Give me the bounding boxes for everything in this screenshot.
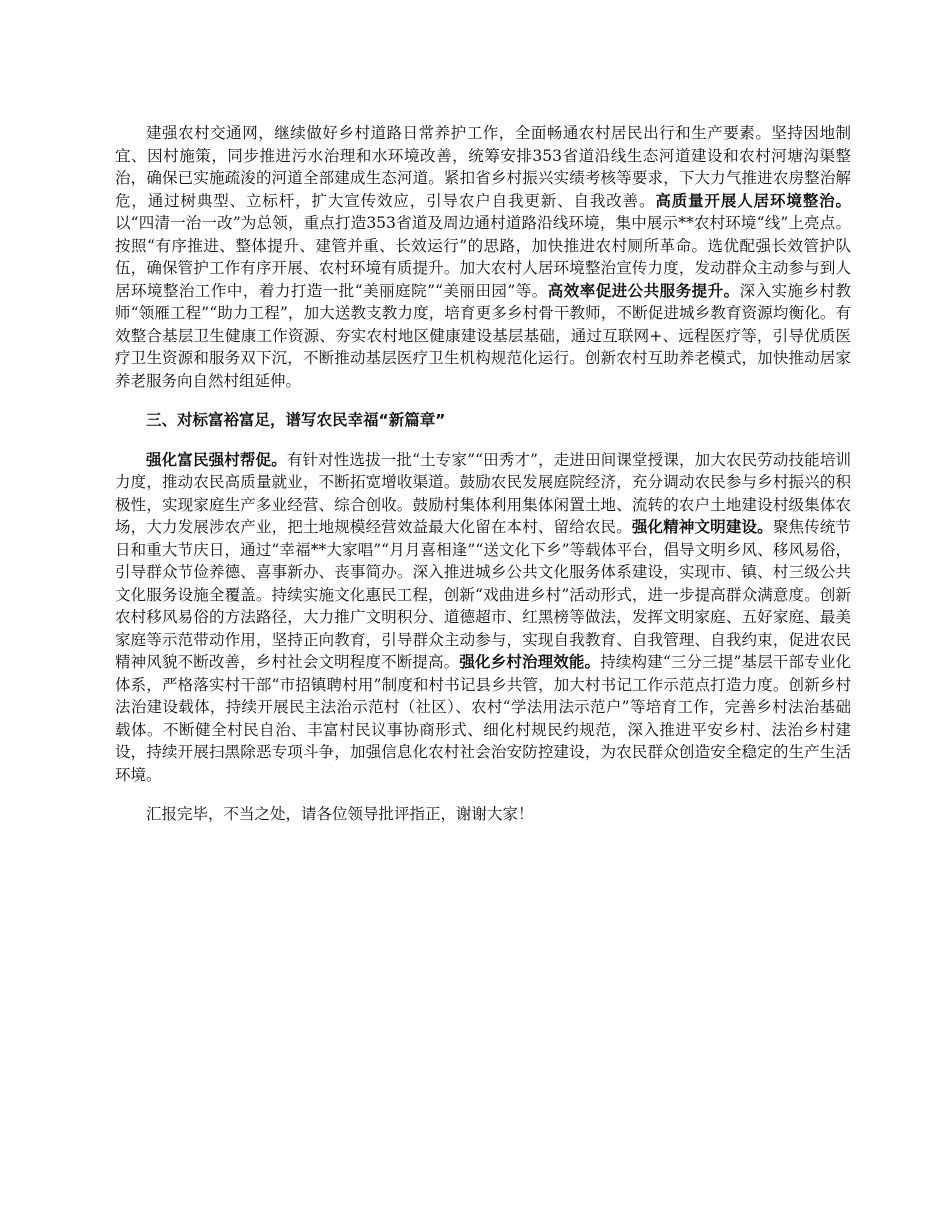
bold-subheading-environment: 高质量开展人居环境整治。 bbox=[655, 191, 851, 210]
paragraph-text: 持续构建“三分三提”基层干部专业化体系，严格落实村干部“市招镇聘村用”制度和村书记县乡共管，加大村书记工作示范点打造力度。创新乡村法治建设载体，持续开展民主法治示范村（社区）、农村“学法用法示范户”等培育工作，完善乡村法治基础载体。不断健全村民自治、丰富村民议事协商形式、细化村规民约规范，深入推进平安乡村、法治乡村建设，持续开展扫黑除恶专项斗争，加强信息化农村社会治安防控建设，为农民群众创造安全稳定的生产生活环境。 bbox=[115, 653, 851, 784]
section-heading-3: 三、对标富裕富足，谱写农民幸福“新篇章” bbox=[146, 411, 446, 429]
paragraph-text: 有针对性选拔一批“土专家”“田秀才”，走进田间课堂授课，加大农民劳动技能培训力度，推动农民高质量就业，不断拓宽增收渠道。鼓励农民发展庭院经济，充分调动农民参与乡村振兴的积极性，实现家庭生产多业经营、综合创收。鼓励村集体利用集体闲置土地、流转的农户土地建设村级集体农场，大力发展涉农产业，把土地规模经营效益最大化留在本村、留给农民。 bbox=[115, 450, 851, 536]
bold-subheading-governance: 强化乡村治理效能。 bbox=[459, 653, 601, 671]
body-paragraph-infrastructure bbox=[115, 122, 851, 392]
bold-subheading-wealth: 强化富民强村帮促。 bbox=[146, 450, 287, 469]
paragraph-text: 深入实施乡村教师“领雁工程”“助力工程”，加大送教支教力度，培育更多乡村骨干教师，不断促进城乡教育资源均衡化。有效整合基层卫生健康工作资源、夯实农村地区健康建设基层基础，通过互联网+、远程医疗等，引导优质医疗卫生资源和服务双下沉，不断推动基层医疗卫生机构规范化运行。创新农村互助养老模式，加快推动居家养老服务向自然村组延伸。 bbox=[115, 281, 851, 390]
bold-subheading-public-service: 高效率促进公共服务提升。 bbox=[547, 281, 740, 300]
closing-paragraph: 汇报完毕，不当之处，请各位领导批评指正，谢谢大家！ bbox=[146, 805, 534, 823]
paragraph-text: 建强农村交通网，继续做好乡村道路日常养护工作，全面畅通农村居民出行和生产要素。坚持因地制宜、因村施策，同步推进污水治理和水环境改善，统筹安排353省道沿线生态河道建设和农村河塘沟渠整治，确保已实施疏浚的河道全部建成生态河道。紧扣省乡村振兴实绩考核等要求，下大力气推进农房整治解危，通过树典型、立标杆，扩大宣传效应，引导农户自我更新、自我改善。 bbox=[115, 124, 851, 210]
paragraph-text: 聚焦传统节日和重大节庆日，通过“幸福**大家唱”“月月喜相逢”“送文化下乡”等载体平台，倡导文明乡风、移风易俗，引导群众节俭养德、喜事新办、丧事简办。深入推进城乡公共文化服务体系建设，实现市、镇、村三级公共文化服务设施全覆盖。持续实施文化惠民工程，创新“戏曲进乡村”活动形式，进一步提高群众满意度。创新农村移风易俗的方法路径，大力推广文明积分、道德超市、红黑榜等做法，发挥文明家庭、五好家庭、最美家庭等示范带动作用，坚持正向教育，引导群众主动参与，实现自我教育、自我管理、自我约束，促进农民精神风貌不断改善，乡村社会文明程度不断提高。 bbox=[115, 518, 851, 671]
bold-subheading-civilization: 强化精神文明建设。 bbox=[631, 518, 773, 536]
paragraph-text: 以“四清一治一改”为总领，重点打造353省道及周边通村道路沿线环境，集中展示**农村环境“线”上亮点。按照“有序推进、整体提升、建管并重、长效运行”的思路，加快推进农村厕所革命。选优配强长效管护队伍，确保管护工作有序开展、农村环境有质提升。加大农村人居环境整治宣传力度，发动群众主动参与到人居环境整治工作中，着力打造一批“美丽庭院”“美丽田园”等。 bbox=[115, 214, 851, 300]
document-page bbox=[115, 122, 851, 826]
body-paragraph-prosperity bbox=[115, 449, 851, 787]
